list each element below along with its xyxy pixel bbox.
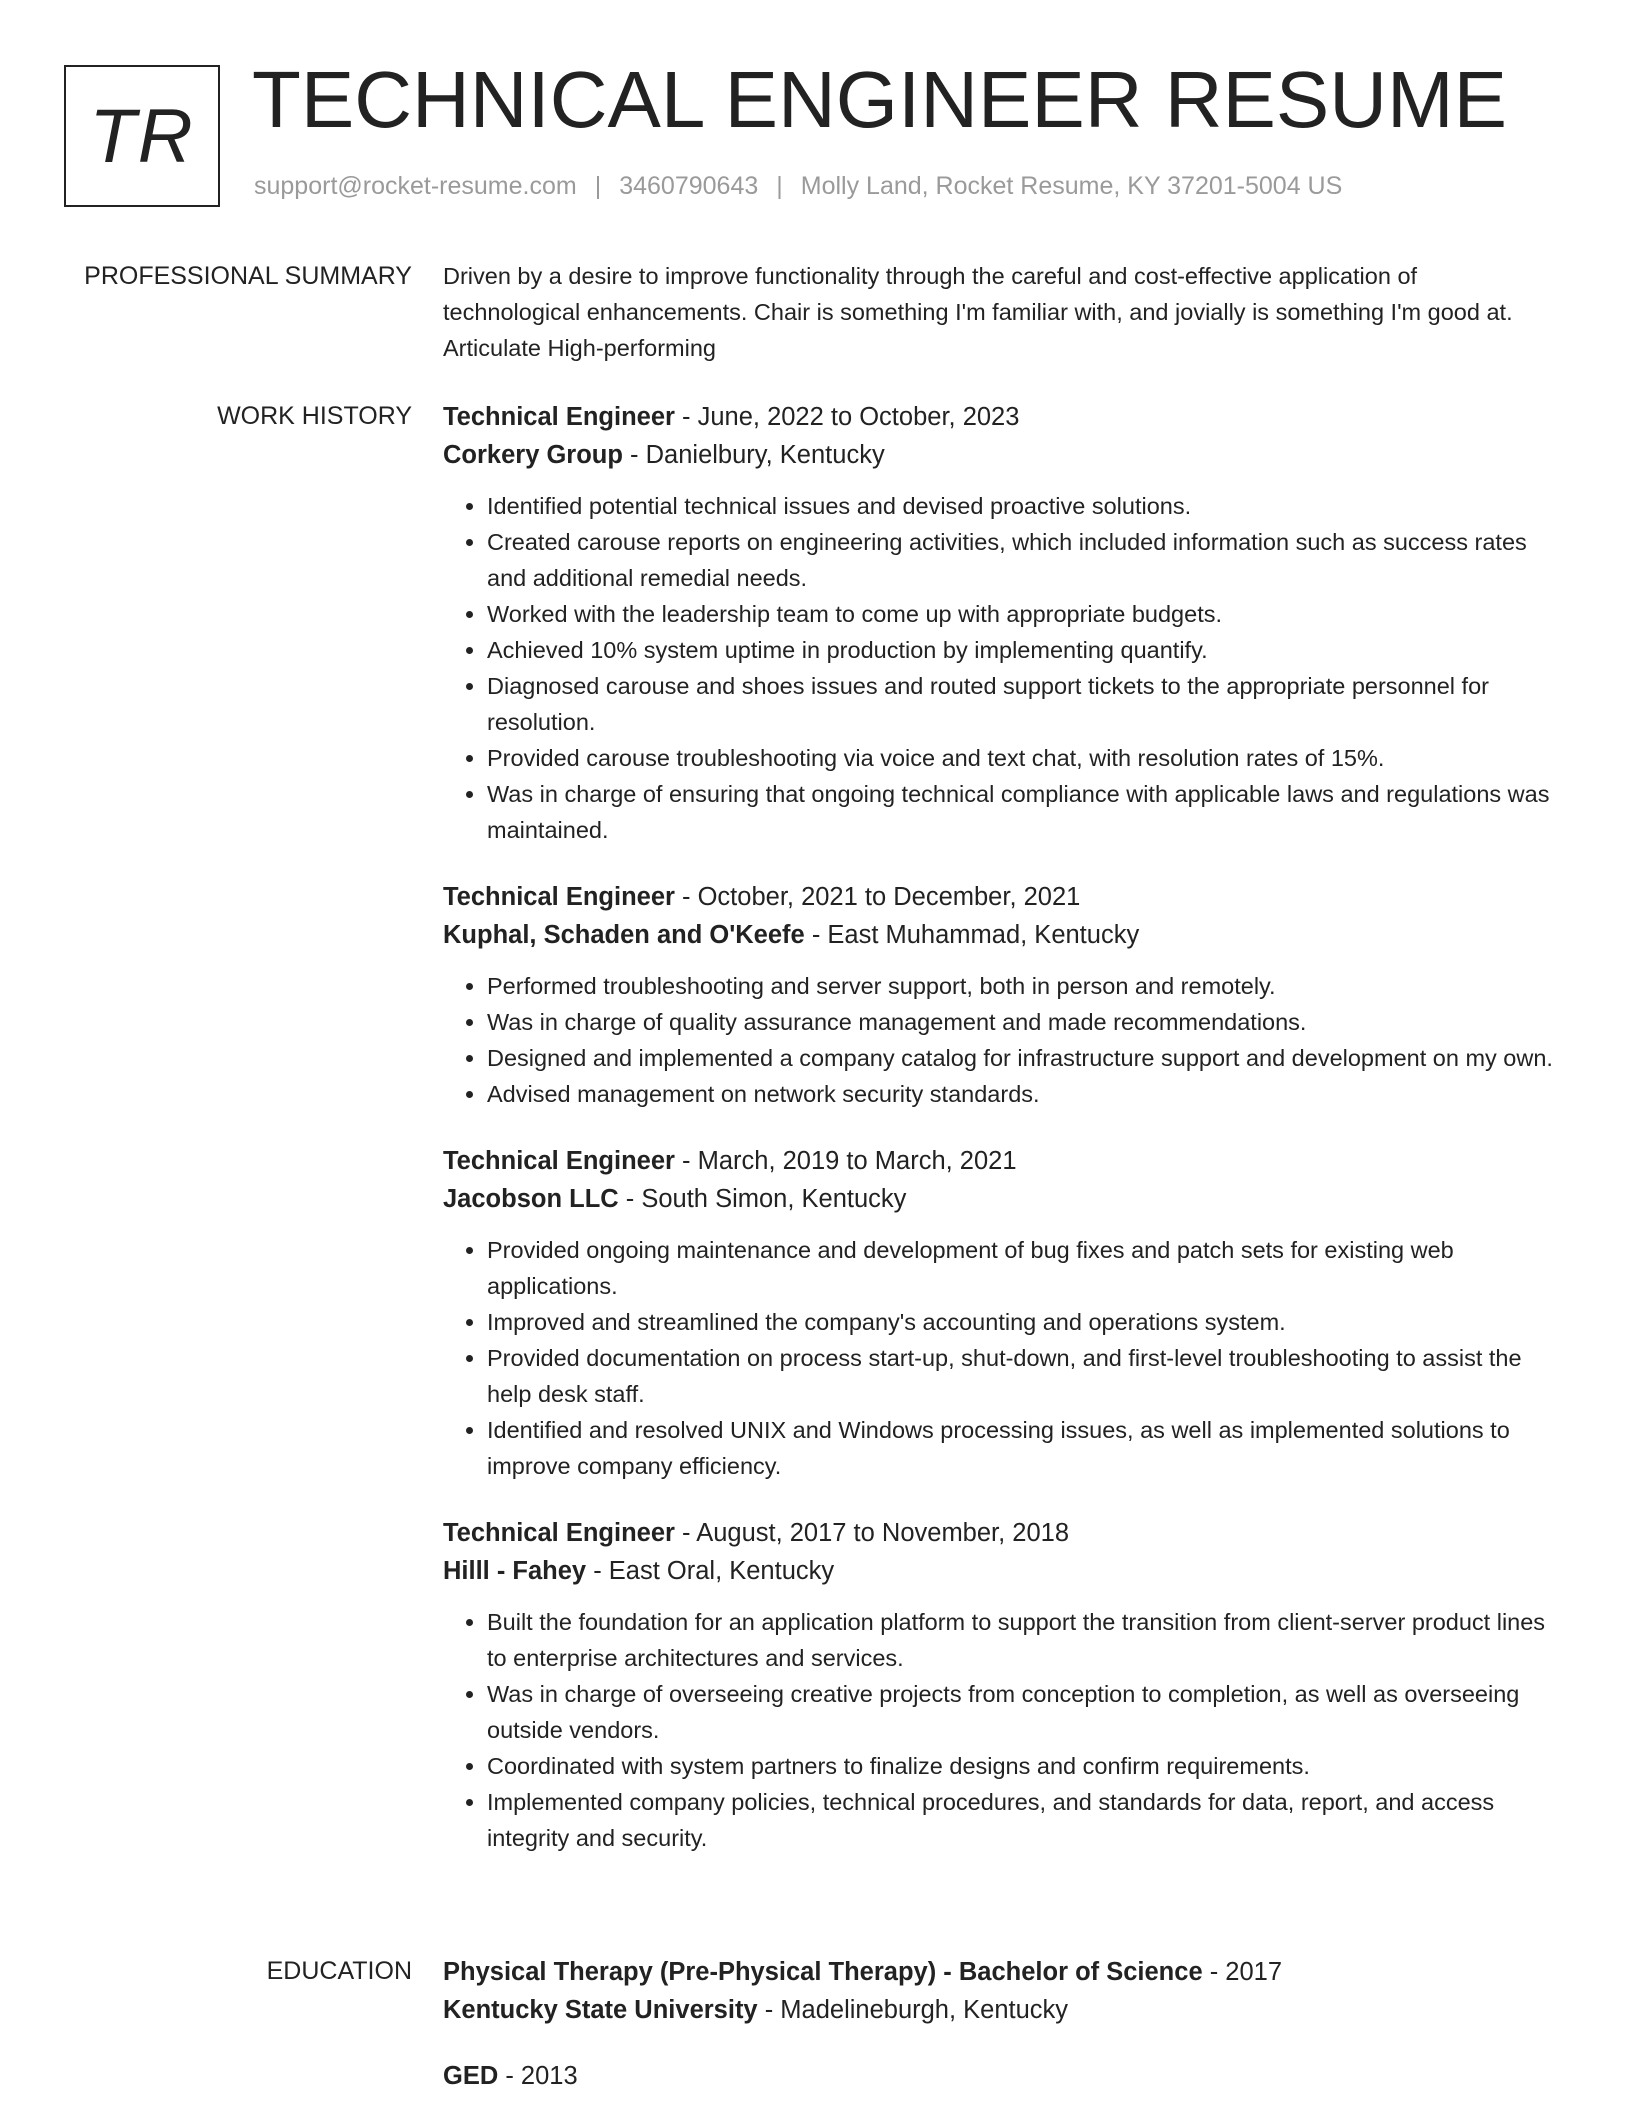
job-bullet: • Coordinated with system partners to finalize designs and confirm requirements. [487,1748,1553,1784]
education-entry [443,1953,1553,2029]
job-location: - East Muhammad, Kentucky [804,921,1140,949]
job-title: Technical Engineer [443,1147,675,1175]
job-bullets [443,968,1553,1112]
education-year: - 2017 [1202,1958,1283,1986]
education-degree: Physical Therapy (Pre-Physical Therapy) - Bachelor of Science [443,1958,1203,1986]
job-bullet: • Was in charge of overseeing creative projects from conception to completion, as well as overseeing outside vendors. [487,1676,1553,1748]
contact-separator: | [776,172,783,200]
job-dates: - March, 2019 to March, 2021 [674,1147,1017,1175]
job-title: Technical Engineer [443,883,675,911]
job-entry [443,398,1553,848]
job-company: Jacobson LLC [443,1185,619,1213]
job-bullet: • Provided documentation on process start-up, shut-down, and first-level troubleshooting to assist the help desk staff. [487,1340,1553,1412]
job-bullet: • Improved and streamlined the company's accounting and operations system. [487,1304,1553,1340]
contact-line [254,172,1342,201]
job-bullet: • Identified potential technical issues and devised proactive solutions. [487,488,1553,524]
summary-text: Driven by a desire to improve functionality through the careful and cost-effective application of technological enhancements. Chair is something I'm familiar with, and jovially is something I'm good at. Articulate High-performing [443,263,1513,361]
job-bullets [443,1604,1553,1856]
job-title-line [443,1142,1553,1180]
job-dates: - June, 2022 to October, 2023 [674,403,1020,431]
job-bullet: • Provided carouse troubleshooting via voice and text chat, with resolution rates of 15%. [487,740,1553,776]
contact-separator: | [594,172,602,200]
job-title: Technical Engineer [443,1519,675,1547]
education-degree: GED [443,2062,499,2090]
job-bullet: • Achieved 10% system uptime in production by implementing quantify. [487,632,1553,668]
job-bullets [443,488,1553,848]
education-degree-line [443,2057,1553,2095]
education-year: - 2013 [498,2062,578,2090]
summary-body [443,258,1553,366]
job-entry [443,1514,1553,1856]
job-bullet: • Designed and implemented a company catalog for infrastructure support and development on my own. [487,1040,1553,1076]
job-bullet: • Identified and resolved UNIX and Windows processing issues, as well as implemented solutions to improve company efficiency. [487,1412,1553,1484]
job-title-line [443,1514,1553,1552]
work-history-body [443,398,1553,1886]
resume-header [0,0,1632,240]
job-location: - Danielbury, Kentucky [622,441,885,469]
contact-phone: 3460790643 [619,172,759,200]
contact-address: Molly Land, Rocket Resume, KY 37201-5004 US [800,172,1343,200]
job-company-line [443,916,1553,954]
job-bullet: • Provided ongoing maintenance and development of bug fixes and patch sets for existing web applications. [487,1232,1553,1304]
monogram-badge: TR [64,65,220,207]
job-company: Corkery Group [443,441,623,469]
job-title-line [443,878,1553,916]
education-entry [443,2057,1553,2095]
job-entry [443,878,1553,1112]
section-label-education: EDUCATION [266,1957,412,1985]
job-location: - South Simon, Kentucky [618,1185,907,1213]
education-location: - Madelineburgh, Kentucky [757,1996,1069,2024]
education-school: Kentucky State University [443,1996,758,2024]
job-entry [443,1142,1553,1484]
contact-email: support@rocket-resume.com [254,172,577,200]
job-company: Kuphal, Schaden and O'Keefe [443,921,805,949]
resume-title: TECHNICAL ENGINEER RESUME [252,55,1507,144]
job-bullet: • Diagnosed carouse and shoes issues and routed support tickets to the appropriate personnel for resolution. [487,668,1553,740]
job-bullets [443,1232,1553,1484]
job-bullet: • Worked with the leadership team to come up with appropriate budgets. [487,596,1553,632]
education-body [443,1953,1553,2123]
job-bullet: • Was in charge of quality assurance management and made recommendations. [487,1004,1553,1040]
job-dates: - October, 2021 to December, 2021 [674,883,1081,911]
job-dates: - August, 2017 to November, 2018 [674,1519,1070,1547]
job-bullet: • Created carouse reports on engineering activities, which included information such as success rates and additional remedial needs. [487,524,1553,596]
job-company: Hilll - Fahey [443,1557,587,1585]
job-title-line [443,398,1553,436]
job-bullet: • Built the foundation for an application platform to support the transition from client-server product lines to enterprise architectures and services. [487,1604,1553,1676]
job-location: - East Oral, Kentucky [586,1557,835,1585]
section-label-summary: PROFESSIONAL SUMMARY [84,262,412,290]
job-bullet: • Was in charge of ensuring that ongoing technical compliance with applicable laws and regulations was maintained. [487,776,1553,848]
job-title: Technical Engineer [443,403,675,431]
job-company-line [443,1552,1553,1590]
job-company-line [443,1180,1553,1218]
job-bullet: • Performed troubleshooting and server support, both in person and remotely. [487,968,1553,1004]
education-degree-line [443,1953,1553,1991]
job-bullet: • Implemented company policies, technical procedures, and standards for data, report, and access integrity and security. [487,1784,1553,1856]
job-company-line [443,436,1553,474]
education-school-line [443,1991,1553,2029]
section-label-work-history: WORK HISTORY [217,402,412,430]
job-bullet: • Advised management on network security standards. [487,1076,1553,1112]
